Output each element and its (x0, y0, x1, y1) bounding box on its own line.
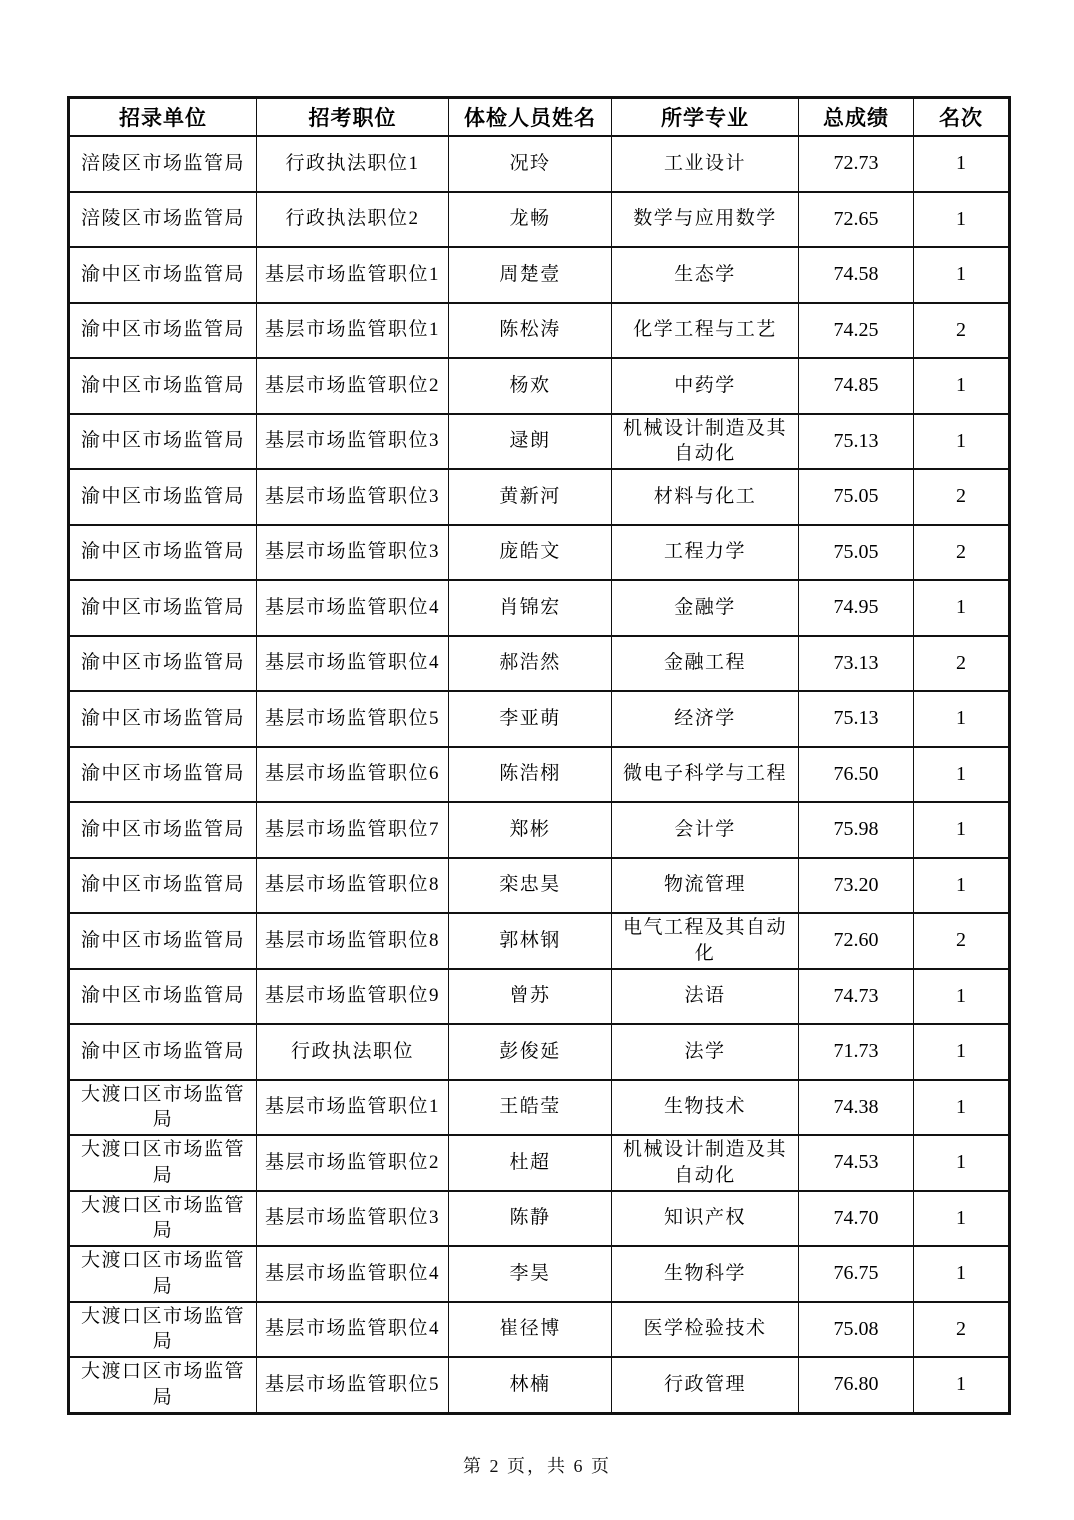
cell-name: 崔径博 (449, 1302, 612, 1358)
results-table (67, 96, 1011, 1415)
cell-major: 机械设计制造及其自动化 (612, 414, 799, 470)
cell-name: 杨欢 (449, 358, 612, 414)
cell-unit: 渝中区市场监管局 (69, 247, 257, 303)
page-number: 第 2 页，共 6 页 (463, 1456, 611, 1476)
cell-score: 74.25 (799, 303, 914, 359)
cell-score: 74.85 (799, 358, 914, 414)
cell-name: 龙畅 (449, 192, 612, 248)
cell-score: 73.13 (799, 636, 914, 692)
cell-major: 生物科学 (612, 1246, 799, 1302)
table-row (69, 1135, 1010, 1191)
table-row (69, 303, 1010, 359)
column-header-name: 体检人员姓名 (449, 98, 612, 137)
cell-score: 76.50 (799, 747, 914, 803)
header-row (69, 98, 1010, 137)
table-body (69, 136, 1010, 1413)
cell-score: 74.58 (799, 247, 914, 303)
table-row (69, 691, 1010, 747)
cell-rank: 2 (914, 469, 1010, 525)
cell-rank: 1 (914, 136, 1010, 192)
table-row (69, 802, 1010, 858)
cell-major: 材料与化工 (612, 469, 799, 525)
table-row (69, 414, 1010, 470)
cell-rank: 2 (914, 1302, 1010, 1358)
cell-score: 74.38 (799, 1080, 914, 1136)
cell-major: 会计学 (612, 802, 799, 858)
cell-score: 74.73 (799, 969, 914, 1025)
table-row (69, 747, 1010, 803)
cell-major: 法语 (612, 969, 799, 1025)
cell-rank: 2 (914, 913, 1010, 969)
cell-unit: 大渡口区市场监管局 (69, 1080, 257, 1136)
cell-score: 72.73 (799, 136, 914, 192)
cell-major: 法学 (612, 1024, 799, 1080)
cell-position: 基层市场监管职位3 (257, 1191, 449, 1247)
cell-position: 基层市场监管职位3 (257, 525, 449, 581)
cell-position: 基层市场监管职位6 (257, 747, 449, 803)
table-row (69, 1080, 1010, 1136)
table-row (69, 1357, 1010, 1413)
cell-position: 基层市场监管职位8 (257, 858, 449, 914)
cell-position: 基层市场监管职位2 (257, 1135, 449, 1191)
cell-unit: 渝中区市场监管局 (69, 636, 257, 692)
cell-score: 75.13 (799, 691, 914, 747)
cell-unit: 涪陵区市场监管局 (69, 136, 257, 192)
cell-name: 陈松涛 (449, 303, 612, 359)
cell-rank: 1 (914, 858, 1010, 914)
cell-score: 75.13 (799, 414, 914, 470)
cell-position: 基层市场监管职位2 (257, 358, 449, 414)
cell-position: 基层市场监管职位1 (257, 247, 449, 303)
cell-name: 黄新河 (449, 469, 612, 525)
table-row (69, 136, 1010, 192)
cell-position: 基层市场监管职位4 (257, 1302, 449, 1358)
cell-unit: 渝中区市场监管局 (69, 802, 257, 858)
cell-major: 机械设计制造及其自动化 (612, 1135, 799, 1191)
cell-rank: 1 (914, 691, 1010, 747)
cell-position: 基层市场监管职位3 (257, 414, 449, 470)
cell-rank: 1 (914, 1080, 1010, 1136)
cell-rank: 1 (914, 1135, 1010, 1191)
cell-unit: 渝中区市场监管局 (69, 525, 257, 581)
cell-name: 杜超 (449, 1135, 612, 1191)
table-header (69, 98, 1010, 137)
table-row (69, 1302, 1010, 1358)
cell-position: 基层市场监管职位4 (257, 1246, 449, 1302)
cell-unit: 大渡口区市场监管局 (69, 1135, 257, 1191)
cell-score: 71.73 (799, 1024, 914, 1080)
cell-unit: 大渡口区市场监管局 (69, 1246, 257, 1302)
table-row (69, 525, 1010, 581)
cell-major: 中药学 (612, 358, 799, 414)
cell-rank: 2 (914, 636, 1010, 692)
cell-major: 金融学 (612, 580, 799, 636)
cell-name: 郭林钢 (449, 913, 612, 969)
cell-unit: 渝中区市场监管局 (69, 913, 257, 969)
cell-unit: 渝中区市场监管局 (69, 691, 257, 747)
cell-rank: 1 (914, 192, 1010, 248)
cell-unit: 渝中区市场监管局 (69, 747, 257, 803)
cell-position: 行政执法职位2 (257, 192, 449, 248)
table-row (69, 192, 1010, 248)
cell-name: 李昊 (449, 1246, 612, 1302)
cell-unit: 渝中区市场监管局 (69, 580, 257, 636)
column-header-unit: 招录单位 (69, 98, 257, 137)
cell-name: 周楚壹 (449, 247, 612, 303)
cell-unit: 大渡口区市场监管局 (69, 1302, 257, 1358)
cell-position: 基层市场监管职位9 (257, 969, 449, 1025)
column-header-score: 总成绩 (799, 98, 914, 137)
cell-major: 知识产权 (612, 1191, 799, 1247)
cell-position: 基层市场监管职位1 (257, 303, 449, 359)
cell-major: 生物技术 (612, 1080, 799, 1136)
cell-rank: 1 (914, 969, 1010, 1025)
cell-name: 林楠 (449, 1357, 612, 1413)
cell-score: 72.60 (799, 913, 914, 969)
cell-major: 工业设计 (612, 136, 799, 192)
cell-name: 肖锦宏 (449, 580, 612, 636)
cell-major: 物流管理 (612, 858, 799, 914)
table-row (69, 469, 1010, 525)
table-row (69, 247, 1010, 303)
cell-unit: 渝中区市场监管局 (69, 303, 257, 359)
cell-position: 基层市场监管职位5 (257, 1357, 449, 1413)
cell-unit: 大渡口区市场监管局 (69, 1357, 257, 1413)
cell-name: 庞皓文 (449, 525, 612, 581)
cell-major: 数学与应用数学 (612, 192, 799, 248)
cell-name: 彭俊延 (449, 1024, 612, 1080)
cell-score: 74.70 (799, 1191, 914, 1247)
cell-rank: 1 (914, 1246, 1010, 1302)
table-row (69, 1191, 1010, 1247)
cell-rank: 1 (914, 1024, 1010, 1080)
cell-position: 基层市场监管职位5 (257, 691, 449, 747)
table-row (69, 858, 1010, 914)
table-row (69, 580, 1010, 636)
cell-major: 工程力学 (612, 525, 799, 581)
cell-major: 医学检验技术 (612, 1302, 799, 1358)
cell-name: 逯朗 (449, 414, 612, 470)
table-row (69, 969, 1010, 1025)
cell-unit: 涪陵区市场监管局 (69, 192, 257, 248)
cell-score: 75.05 (799, 469, 914, 525)
cell-rank: 1 (914, 1191, 1010, 1247)
cell-unit: 大渡口区市场监管局 (69, 1191, 257, 1247)
cell-rank: 2 (914, 303, 1010, 359)
cell-unit: 渝中区市场监管局 (69, 358, 257, 414)
cell-score: 75.98 (799, 802, 914, 858)
column-header-rank: 名次 (914, 98, 1010, 137)
cell-name: 李亚萌 (449, 691, 612, 747)
cell-major: 行政管理 (612, 1357, 799, 1413)
cell-score: 76.80 (799, 1357, 914, 1413)
cell-major: 金融工程 (612, 636, 799, 692)
cell-position: 基层市场监管职位7 (257, 802, 449, 858)
cell-rank: 1 (914, 358, 1010, 414)
table-row (69, 358, 1010, 414)
cell-name: 郑彬 (449, 802, 612, 858)
cell-score: 74.53 (799, 1135, 914, 1191)
cell-rank: 1 (914, 747, 1010, 803)
cell-unit: 渝中区市场监管局 (69, 1024, 257, 1080)
cell-unit: 渝中区市场监管局 (69, 969, 257, 1025)
cell-unit: 渝中区市场监管局 (69, 858, 257, 914)
column-header-position: 招考职位 (257, 98, 449, 137)
table-row (69, 636, 1010, 692)
cell-name: 曾苏 (449, 969, 612, 1025)
cell-rank: 1 (914, 1357, 1010, 1413)
cell-rank: 1 (914, 802, 1010, 858)
cell-major: 化学工程与工艺 (612, 303, 799, 359)
cell-rank: 2 (914, 525, 1010, 581)
table-row (69, 1024, 1010, 1080)
page-footer (0, 1452, 1074, 1478)
cell-name: 况玲 (449, 136, 612, 192)
cell-position: 行政执法职位1 (257, 136, 449, 192)
cell-score: 75.08 (799, 1302, 914, 1358)
cell-name: 王皓莹 (449, 1080, 612, 1136)
cell-rank: 1 (914, 247, 1010, 303)
cell-major: 经济学 (612, 691, 799, 747)
cell-score: 75.05 (799, 525, 914, 581)
cell-position: 基层市场监管职位4 (257, 580, 449, 636)
cell-position: 基层市场监管职位3 (257, 469, 449, 525)
cell-score: 73.20 (799, 858, 914, 914)
cell-position: 基层市场监管职位1 (257, 1080, 449, 1136)
column-header-major: 所学专业 (612, 98, 799, 137)
cell-name: 郝浩然 (449, 636, 612, 692)
table-row (69, 1246, 1010, 1302)
table-row (69, 913, 1010, 969)
cell-rank: 1 (914, 580, 1010, 636)
cell-position: 基层市场监管职位8 (257, 913, 449, 969)
cell-major: 微电子科学与工程 (612, 747, 799, 803)
cell-score: 72.65 (799, 192, 914, 248)
cell-unit: 渝中区市场监管局 (69, 469, 257, 525)
cell-major: 生态学 (612, 247, 799, 303)
cell-position: 行政执法职位 (257, 1024, 449, 1080)
cell-name: 陈浩栩 (449, 747, 612, 803)
cell-score: 76.75 (799, 1246, 914, 1302)
cell-name: 陈静 (449, 1191, 612, 1247)
cell-position: 基层市场监管职位4 (257, 636, 449, 692)
cell-rank: 1 (914, 414, 1010, 470)
cell-major: 电气工程及其自动化 (612, 913, 799, 969)
cell-name: 栾忠昊 (449, 858, 612, 914)
cell-score: 74.95 (799, 580, 914, 636)
cell-unit: 渝中区市场监管局 (69, 414, 257, 470)
